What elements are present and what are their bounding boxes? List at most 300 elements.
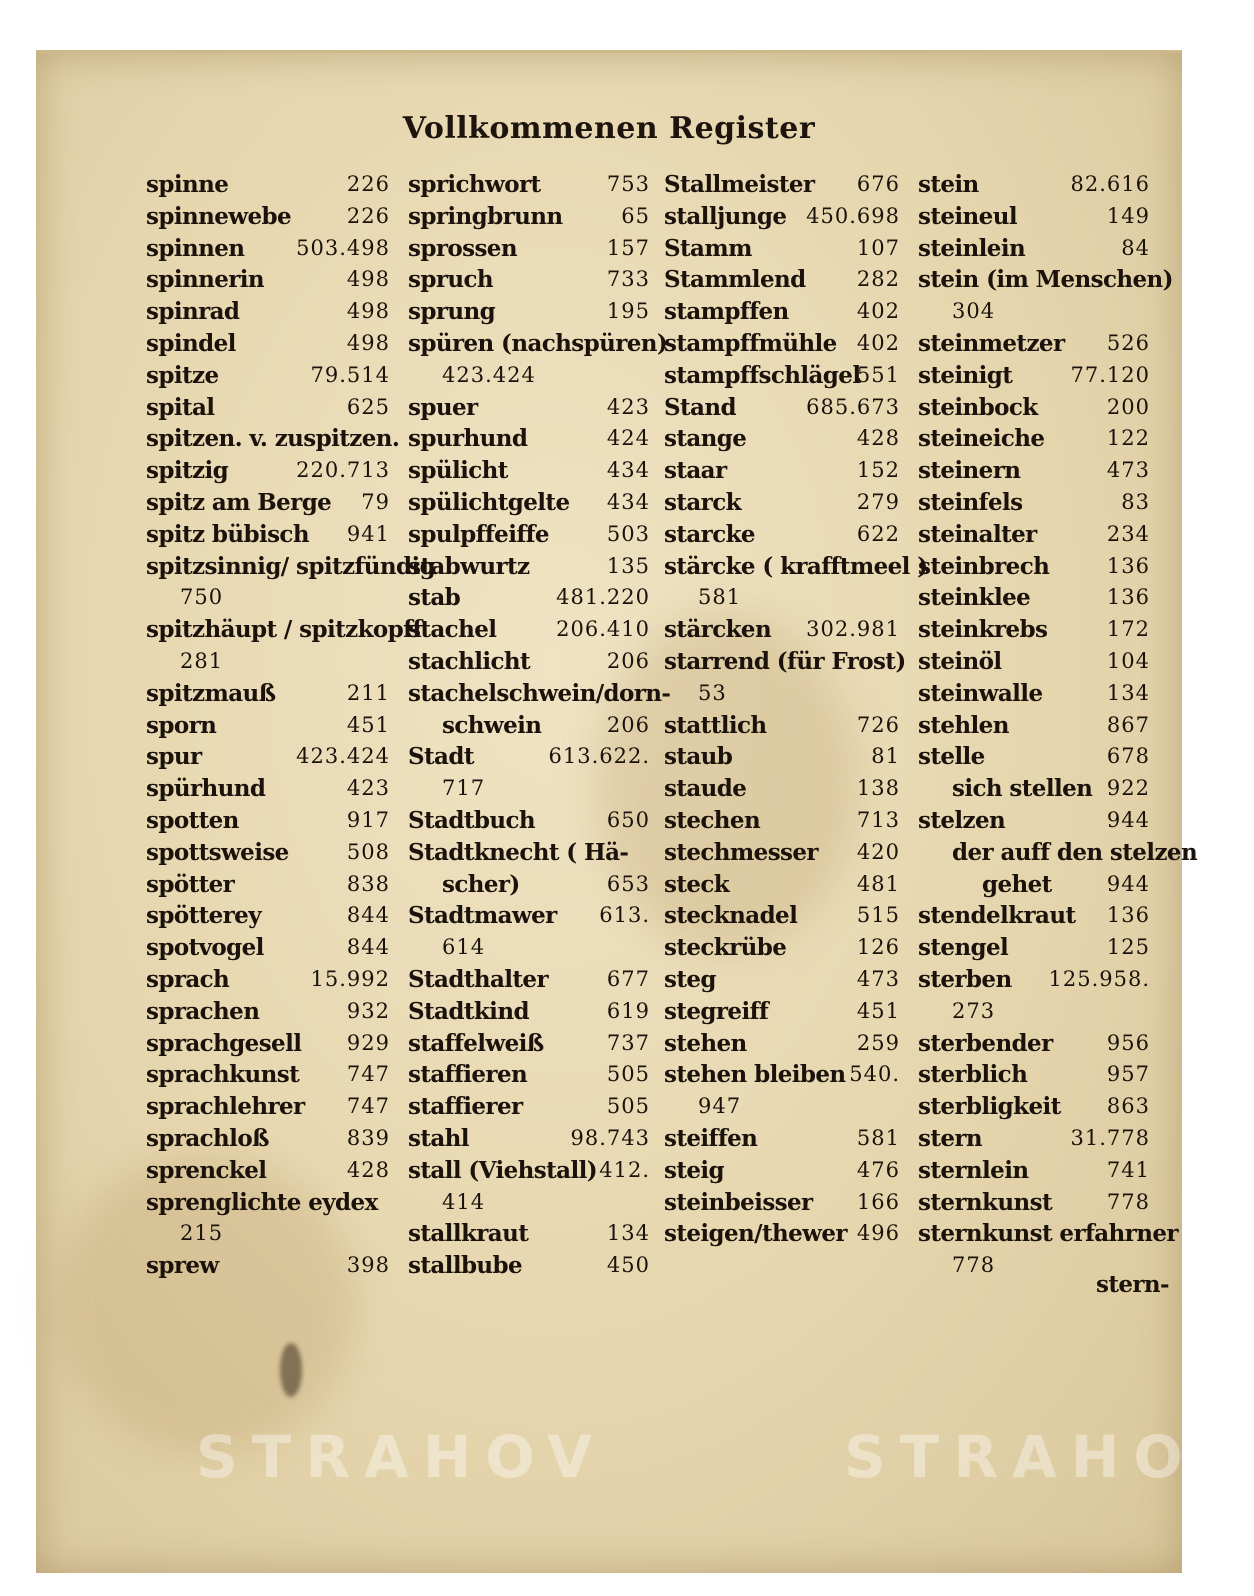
entry-page-numbers: 424: [606, 426, 650, 451]
register-entry: [664, 1187, 900, 1219]
entry-term: spurhund: [408, 425, 528, 453]
entry-term: stampffen: [664, 298, 789, 326]
entry-page-numbers: 423.424: [296, 744, 390, 769]
entry-page-numbers: 503.498: [296, 235, 390, 260]
entry-page-numbers: 713: [856, 807, 900, 832]
entry-term: steinbock: [918, 393, 1038, 421]
register-entry: [918, 264, 1173, 296]
register-entry: [664, 741, 900, 773]
register-entry: [918, 455, 1150, 487]
entry-term: stachelschwein/dorn-: [408, 679, 671, 707]
register-entry: [918, 582, 1150, 614]
entry-term: spuer: [408, 393, 478, 421]
register-entry: [664, 392, 900, 424]
register-entry: [918, 328, 1150, 360]
register-entry: [664, 519, 900, 551]
entry-term: starck: [664, 488, 741, 516]
ink-blot: [280, 1343, 302, 1397]
entry-page-numbers: 166: [856, 1189, 900, 1214]
entry-page-numbers: 941: [346, 521, 390, 546]
register-entry: [664, 233, 900, 265]
entry-page-numbers: 515: [856, 903, 900, 928]
entry-term: Stamm: [664, 234, 752, 262]
entry-term: 614: [442, 935, 486, 960]
entry-term: spitzen. v. zuspitzen.: [146, 425, 400, 453]
register-entry: [664, 264, 900, 296]
entry-page-numbers: 451: [856, 998, 900, 1023]
entry-page-numbers: 259: [856, 1030, 900, 1055]
entry-page-numbers: 420: [856, 839, 900, 864]
register-column-2: [408, 169, 671, 1282]
entry-term: spülicht: [408, 457, 508, 485]
entry-page-numbers: 957: [1106, 1062, 1150, 1087]
library-stamp: STRAHOV: [196, 1423, 607, 1491]
register-entry: [664, 773, 900, 805]
entry-term: sporn: [146, 711, 217, 739]
register-entry: [408, 1028, 650, 1060]
page-heading: Vollkommenen Register: [402, 111, 816, 146]
register-entry: [408, 296, 650, 328]
entry-page-numbers: 922: [1106, 776, 1150, 801]
entry-term: 947: [698, 1094, 742, 1119]
entry-term: Stadtknecht ( Hä-: [408, 838, 629, 866]
register-entry: [918, 1091, 1150, 1123]
register-entry: [408, 773, 650, 805]
entry-term: sternkunst erfahrner: [918, 1220, 1178, 1248]
entry-page-numbers: 551: [856, 362, 900, 387]
entry-page-numbers: 206: [606, 712, 650, 737]
register-entry: [408, 487, 650, 519]
entry-term: steckrübe: [664, 934, 787, 962]
register-entry: [664, 900, 900, 932]
entry-page-numbers: 126: [856, 935, 900, 960]
entry-page-numbers: 172: [1106, 617, 1150, 642]
entry-term: gehet: [982, 870, 1052, 898]
entry-term: sternlein: [918, 1156, 1029, 1184]
register-entry: [664, 1218, 900, 1250]
register-entry: [146, 233, 390, 265]
entry-page-numbers: 778: [1106, 1189, 1150, 1214]
entry-page-numbers: 122: [1106, 426, 1150, 451]
entry-page-numbers: 220.713: [296, 458, 390, 483]
library-stamp: STRAHOV: [844, 1423, 1254, 1491]
register-entry: [408, 582, 650, 614]
register-entry: [146, 646, 390, 678]
entry-term: stallbube: [408, 1252, 523, 1280]
register-entry: [146, 519, 390, 551]
entry-term: Stadtbuch: [408, 806, 535, 834]
entry-page-numbers: 157: [606, 235, 650, 260]
register-entry: [664, 678, 900, 710]
entry-page-numbers: 685.673: [806, 394, 900, 419]
entry-page-numbers: 200: [1106, 394, 1150, 419]
register-entry: [146, 201, 390, 233]
entry-term: spitz am Berge: [146, 488, 332, 516]
entry-term: sprachlehrer: [146, 1093, 305, 1121]
entry-page-numbers: 107: [856, 235, 900, 260]
register-entry: [664, 932, 900, 964]
entry-page-numbers: 540.: [849, 1062, 900, 1087]
entry-term: stechmesser: [664, 838, 818, 866]
register-entry: [408, 328, 668, 360]
register-entry: [664, 837, 900, 869]
register-entry: [146, 900, 390, 932]
register-entry: [918, 837, 1198, 869]
entry-term: 304: [952, 299, 996, 324]
entry-term: Stadtmawer: [408, 902, 557, 930]
entry-term: sprew: [146, 1252, 219, 1280]
entry-page-numbers: 195: [606, 299, 650, 324]
register-entry: [146, 582, 390, 614]
entry-term: der auff den stelzen: [952, 838, 1198, 866]
catchword: stern-: [1096, 1271, 1169, 1298]
entry-term: sprachloß: [146, 1124, 269, 1152]
entry-term: sprenckel: [146, 1156, 267, 1184]
entry-term: spotvogel: [146, 934, 264, 962]
entry-page-numbers: 402: [856, 330, 900, 355]
entry-page-numbers: 839: [346, 1125, 390, 1150]
entry-term: spüren (nachspüren): [408, 329, 668, 357]
entry-page-numbers: 234: [1106, 521, 1150, 546]
register-entry: [408, 1123, 650, 1155]
register-entry: [146, 741, 390, 773]
register-entry: [664, 805, 900, 837]
entry-page-numbers: 136: [1106, 585, 1150, 610]
register-entry: [408, 423, 650, 455]
entry-page-numbers: 136: [1106, 903, 1150, 928]
register-entry: [146, 1250, 390, 1282]
entry-term: sprachgesell: [146, 1029, 302, 1057]
entry-page-numbers: 434: [606, 458, 650, 483]
register-entry: [408, 646, 650, 678]
entry-term: spital: [146, 393, 215, 421]
entry-page-numbers: 625: [346, 394, 390, 419]
entry-term: steinlein: [918, 234, 1026, 262]
entry-term: 778: [952, 1253, 996, 1278]
register-entry: [664, 1059, 900, 1091]
entry-term: 423.424: [442, 362, 536, 387]
entry-page-numbers: 450.698: [806, 203, 900, 228]
register-entry: [146, 869, 390, 901]
entry-page-numbers: 282: [856, 267, 900, 292]
register-entry: [146, 678, 390, 710]
register-entry: [408, 900, 650, 932]
entry-term: stampffmühle: [664, 329, 837, 357]
entry-term: spitze: [146, 361, 219, 389]
entry-page-numbers: 79: [361, 489, 390, 514]
entry-page-numbers: 423: [346, 776, 390, 801]
entry-term: steinern: [918, 457, 1021, 485]
register-entry: [146, 773, 390, 805]
entry-term: spürhund: [146, 775, 266, 803]
register-entry: [408, 1059, 650, 1091]
entry-term: spindel: [146, 329, 236, 357]
entry-term: steig: [664, 1156, 725, 1184]
register-entry: [146, 392, 390, 424]
entry-term: stern: [918, 1124, 983, 1152]
entry-term: steg: [664, 965, 716, 993]
register-entry: [918, 869, 1150, 901]
register-entry: [918, 1218, 1178, 1250]
entry-page-numbers: 104: [1106, 648, 1150, 673]
register-entry: [918, 678, 1150, 710]
entry-term: steck: [664, 870, 730, 898]
entry-term: springbrunn: [408, 202, 563, 230]
entry-term: steinklee: [918, 584, 1031, 612]
entry-term: steinigt: [918, 361, 1013, 389]
entry-term: stab: [408, 584, 461, 612]
register-entry: [146, 551, 436, 583]
register-entry: [918, 1187, 1150, 1219]
entry-page-numbers: 134: [1106, 680, 1150, 705]
entry-term: 273: [952, 998, 996, 1023]
entry-page-numbers: 917: [346, 807, 390, 832]
register-entry: [918, 996, 1150, 1028]
register-entry: [918, 710, 1150, 742]
entry-page-numbers: 84: [1121, 235, 1150, 260]
register-entry: [918, 487, 1150, 519]
entry-page-numbers: 125: [1106, 935, 1150, 960]
entry-term: spinnen: [146, 234, 245, 262]
entry-term: steineiche: [918, 425, 1045, 453]
register-entry: [918, 900, 1150, 932]
entry-page-numbers: 450: [606, 1253, 650, 1278]
register-entry: [664, 169, 900, 201]
entry-term: starcke: [664, 520, 755, 548]
register-entry: [146, 1059, 390, 1091]
entry-page-numbers: 83: [1121, 489, 1150, 514]
entry-page-numbers: 77.120: [1070, 362, 1150, 387]
register-entry: [664, 423, 900, 455]
register-entry: [408, 1218, 650, 1250]
entry-page-numbers: 149: [1106, 203, 1150, 228]
register-entry: [664, 710, 900, 742]
entry-page-numbers: 473: [1106, 458, 1150, 483]
register-entry: [146, 1155, 390, 1187]
register-entry: [664, 964, 900, 996]
entry-term: sprenglichte eydex: [146, 1188, 378, 1216]
entry-page-numbers: 619: [606, 998, 650, 1023]
entry-page-numbers: 747: [346, 1062, 390, 1087]
entry-page-numbers: 838: [346, 871, 390, 896]
entry-term: sterben: [918, 965, 1012, 993]
entry-term: 414: [442, 1189, 486, 1214]
entry-term: spottsweise: [146, 838, 289, 866]
register-entry: [146, 932, 390, 964]
entry-page-numbers: 206: [606, 648, 650, 673]
entry-term: steineul: [918, 202, 1017, 230]
entry-page-numbers: 226: [346, 203, 390, 228]
entry-term: 750: [180, 585, 224, 610]
register-entry: [146, 328, 390, 360]
entry-page-numbers: 944: [1106, 807, 1150, 832]
register-entry: [664, 1028, 900, 1060]
entry-term: spülichtgelte: [408, 488, 570, 516]
entry-term: stein: [918, 171, 979, 198]
entry-term: stelzen: [918, 806, 1006, 834]
register-entry: [408, 678, 671, 710]
register-entry: [918, 201, 1150, 233]
entry-page-numbers: 503: [606, 521, 650, 546]
entry-term: stallkraut: [408, 1220, 529, 1248]
register-entry: [146, 169, 390, 201]
entry-page-numbers: 581: [856, 1125, 900, 1150]
register-entry: [918, 646, 1150, 678]
entry-term: Stadt: [408, 743, 474, 771]
register-entry: [664, 996, 900, 1028]
register-entry: [664, 487, 900, 519]
entry-page-numbers: 496: [856, 1221, 900, 1246]
entry-term: steinbeisser: [664, 1188, 813, 1216]
register-entry: [408, 964, 650, 996]
register-entry: [146, 1187, 390, 1219]
entry-term: stange: [664, 425, 747, 453]
entry-term: stein (im Menschen): [918, 266, 1173, 294]
entry-page-numbers: 31.778: [1070, 1125, 1150, 1150]
register-entry: [918, 773, 1150, 805]
register-column-3: [664, 169, 928, 1250]
register-entry: [664, 646, 906, 678]
entry-term: stattlich: [664, 711, 767, 739]
register-entry: [408, 932, 650, 964]
register-entry: [664, 296, 900, 328]
entry-term: staffierer: [408, 1093, 523, 1121]
entry-term: stelle: [918, 743, 985, 771]
entry-term: Stammlend: [664, 266, 806, 294]
entry-term: sprichwort: [408, 171, 541, 198]
register-entry: [146, 805, 390, 837]
entry-term: sprossen: [408, 234, 517, 262]
entry-page-numbers: 929: [346, 1030, 390, 1055]
entry-term: steinmetzer: [918, 329, 1065, 357]
register-entry: [918, 932, 1150, 964]
register-entry: [146, 423, 400, 455]
entry-term: spur: [146, 743, 202, 771]
register-entry: [918, 233, 1150, 265]
entry-page-numbers: 678: [1106, 744, 1150, 769]
register-entry: [918, 1155, 1150, 1187]
register-entry: [146, 964, 390, 996]
entry-term: steinöl: [918, 647, 1002, 675]
entry-term: schwein: [442, 711, 542, 739]
entry-term: stärcke ( krafftmeel ): [664, 552, 928, 580]
entry-term: spötterey: [146, 902, 261, 930]
entry-term: 281: [180, 648, 224, 673]
entry-term: spinne: [146, 171, 229, 198]
register-entry: [408, 1250, 650, 1282]
entry-term: spulpffeiffe: [408, 520, 549, 548]
entry-term: staude: [664, 775, 747, 803]
entry-page-numbers: 505: [606, 1094, 650, 1119]
entry-page-numbers: 753: [606, 172, 650, 196]
register-entry: [918, 741, 1150, 773]
entry-page-numbers: 82.616: [1070, 172, 1150, 196]
register-entry: [664, 551, 928, 583]
register-entry: [146, 837, 390, 869]
entry-page-numbers: 65: [621, 203, 650, 228]
entry-page-numbers: 398: [346, 1253, 390, 1278]
entry-term: Stallmeister: [664, 171, 815, 198]
entry-term: stengel: [918, 934, 1009, 962]
entry-page-numbers: 428: [346, 1157, 390, 1182]
entry-term: spruch: [408, 266, 493, 294]
entry-page-numbers: 747: [346, 1094, 390, 1119]
entry-page-numbers: 613.622.: [548, 744, 650, 769]
entry-page-numbers: 423: [606, 394, 650, 419]
entry-term: stampffschlägel: [664, 361, 861, 389]
entry-term: spotten: [146, 806, 239, 834]
register-entry: [664, 360, 900, 392]
entry-term: sterblich: [918, 1061, 1028, 1089]
register-entry: [408, 869, 650, 901]
entry-page-numbers: 434: [606, 489, 650, 514]
entry-page-numbers: 863: [1106, 1094, 1150, 1119]
register-entry: [146, 264, 390, 296]
entry-page-numbers: 498: [346, 299, 390, 324]
entry-term: 215: [180, 1221, 224, 1246]
register-entry: [146, 996, 390, 1028]
entry-term: 53: [698, 680, 727, 705]
entry-page-numbers: 653: [606, 871, 650, 896]
entry-page-numbers: 134: [606, 1221, 650, 1246]
entry-term: steigen/thewer: [664, 1220, 847, 1248]
entry-page-numbers: 650: [606, 807, 650, 832]
register-entry: [408, 1187, 650, 1219]
entry-term: stachel: [408, 616, 497, 644]
entry-page-numbers: 412.: [599, 1157, 650, 1182]
register-entry: [408, 392, 650, 424]
entry-term: steinalter: [918, 520, 1037, 548]
entry-term: spitzmauß: [146, 679, 276, 707]
register-entry: [918, 360, 1150, 392]
register-entry: [664, 869, 900, 901]
entry-page-numbers: 211: [346, 680, 390, 705]
entry-term: steinwalle: [918, 679, 1043, 707]
entry-page-numbers: 844: [346, 935, 390, 960]
register-entry: [408, 169, 650, 201]
entry-page-numbers: 81: [871, 744, 900, 769]
register-entry: [664, 1155, 900, 1187]
entry-page-numbers: 737: [606, 1030, 650, 1055]
entry-page-numbers: 676: [856, 172, 900, 196]
register-entry: [918, 964, 1150, 996]
entry-term: spitzhäupt / spitzkopff: [146, 616, 422, 644]
entry-term: 581: [698, 585, 742, 610]
register-entry: [918, 1123, 1150, 1155]
entry-page-numbers: 279: [856, 489, 900, 514]
entry-page-numbers: 226: [346, 172, 390, 196]
register-entry: [918, 614, 1150, 646]
entry-page-numbers: 481.220: [556, 585, 650, 610]
register-entry: [918, 1059, 1150, 1091]
entry-term: sprung: [408, 298, 496, 326]
entry-term: Stand: [664, 393, 736, 421]
register-entry: [918, 392, 1150, 424]
entry-page-numbers: 677: [606, 966, 650, 991]
entry-term: sprachkunst: [146, 1061, 300, 1089]
entry-term: sterbender: [918, 1029, 1053, 1057]
entry-page-numbers: 844: [346, 903, 390, 928]
entry-term: Stadthalter: [408, 965, 548, 993]
entry-term: steiffen: [664, 1124, 758, 1152]
entry-page-numbers: 498: [346, 330, 390, 355]
entry-term: stehen: [664, 1029, 747, 1057]
entry-page-numbers: 622: [856, 521, 900, 546]
entry-page-numbers: 451: [346, 712, 390, 737]
register-entry: [408, 614, 650, 646]
register-entry: [408, 805, 650, 837]
register-entry: [146, 710, 390, 742]
